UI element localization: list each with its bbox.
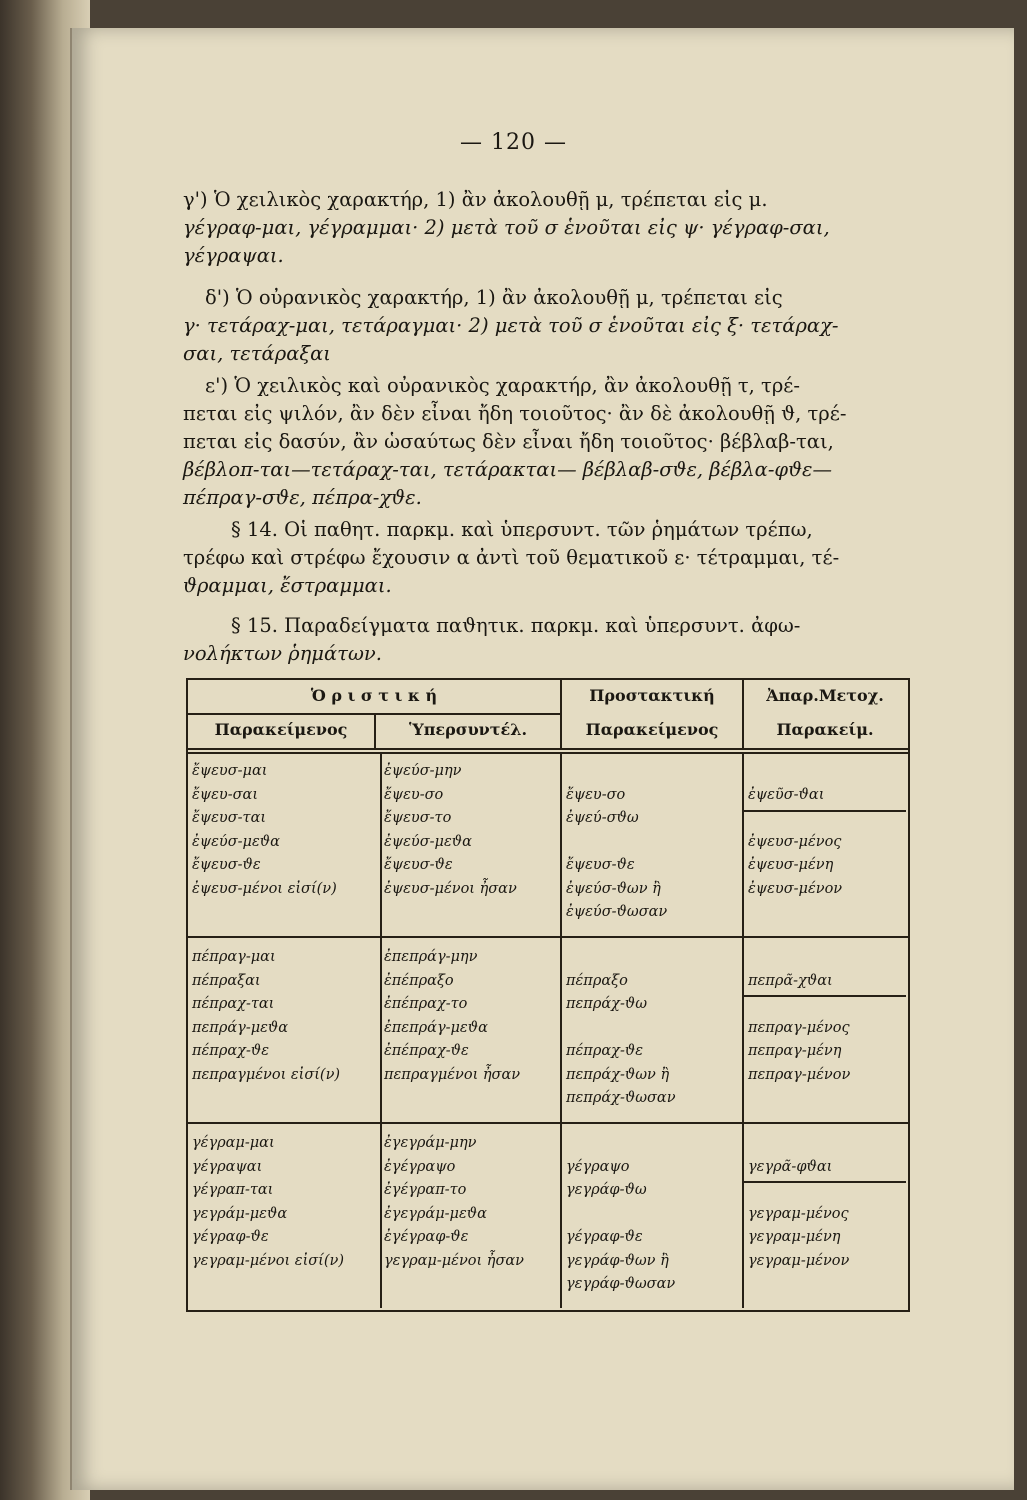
text-line: ϑραμμαι, ἔστραμμαι. xyxy=(183,574,392,597)
table-cell: ἔψευσ-το xyxy=(384,810,452,826)
table-cell: ἐψευσ-μένον xyxy=(748,880,843,897)
group-3-prostaktiki xyxy=(566,1132,675,1297)
text-line: § 15. Παραδείγματα παϑητικ. παρκμ. καὶ ὑπερσυντ. ἀφω- xyxy=(231,614,801,637)
table-cell: πεπραγ-μένος xyxy=(748,1019,850,1036)
text-line: βέβλοπ-ται—τετάραχ-ται, τετάρακται— βέβλαβ-σϑε, βέβλα-φϑε— xyxy=(183,458,832,481)
section-14 xyxy=(183,516,903,600)
text-line: γ') Ὁ χειλικὸς χαρακτήρ, 1) ἂν ἀκολουθῇ μ, τρέπεται εἰς μ. xyxy=(183,188,768,211)
table-cell xyxy=(748,993,850,1017)
table-cell: ἐψεῦσ-ϑαι xyxy=(748,786,825,803)
table-cell: πεπράχ-ϑω xyxy=(566,996,648,1012)
group-3-apar-metoch xyxy=(748,1132,849,1273)
text-line: πέπραγ-σϑε, πέπρα-χϑε. xyxy=(183,486,422,509)
header-col-divider xyxy=(742,680,744,748)
table-cell: ἐγέγραφ-ϑε xyxy=(384,1229,469,1245)
table-cell: πεπρᾶ-χϑαι xyxy=(748,972,833,989)
table-cell: ἐγεγράμ-μεϑα xyxy=(384,1205,487,1222)
table-cell: ἐπέπραχ-ϑε xyxy=(384,1043,469,1059)
table-cell: πεπραγ-μένη xyxy=(748,1043,842,1059)
group-3-hypersyntelikos xyxy=(384,1132,524,1273)
table-cell: ἐψεύ-σϑω xyxy=(566,810,639,826)
table-cell: γεγραμ-μένοι ἦσαν xyxy=(384,1252,524,1269)
table-cell: γεγραμ-μένος xyxy=(748,1205,849,1222)
table-cell: ἐψευσ-μένη xyxy=(748,857,834,873)
table-cell: πέπραχ-ϑε xyxy=(566,1043,643,1059)
table-cell: ἐγεγράμ-μην xyxy=(384,1135,477,1151)
table-cell xyxy=(748,807,842,831)
column-divider xyxy=(380,754,382,1308)
text-line: νολήκτων ῥημάτων. xyxy=(183,642,382,665)
paradigm-table xyxy=(186,678,910,1312)
text-line: σαι, τετάραξαι xyxy=(183,342,331,365)
table-cell: ἐπέπραξο xyxy=(384,972,454,989)
paragraph-delta xyxy=(183,284,903,368)
header-oristiki: Ὁ ρ ι σ τ ι κ ή xyxy=(310,686,438,705)
table-cell: ἐπεπράγ-μεϑα xyxy=(384,1019,488,1036)
table-cell: ἔψευσ-ται xyxy=(192,810,267,826)
text-line: § 14. Οἱ παθητ. παρκμ. καὶ ὑπερσυντ. τῶν ῥημάτων τρέπω, xyxy=(231,518,813,541)
group-2-apar-metoch xyxy=(748,946,850,1087)
header-hypersyntelikos: Ὑπερσυντέλ. xyxy=(408,720,528,739)
table-cell: ἐψευσ-μένοι ἦσαν xyxy=(384,880,517,897)
text-line: δ') Ὁ οὐρανικὸς χαρακτήρ, 1) ἂν ἀκολουθῇ μ, τρέπεται εἰς xyxy=(205,286,783,309)
text-line: γέγραψαι. xyxy=(183,244,284,267)
table-cell: πέπραχ-ϑε xyxy=(192,1043,269,1059)
table-cell: ἐψεύσ-μεϑα xyxy=(192,833,280,850)
text-line: γέγραφ-μαι, γέγραμμαι· 2) μετὰ τοῦ σ ἑνοῦται εἰς ψ· γέγραφ-σαι, xyxy=(183,216,830,239)
table-cell xyxy=(566,831,667,855)
header-bottom-rule xyxy=(188,752,908,754)
table-cell xyxy=(748,946,850,970)
table-cell: γέγραπ-ται xyxy=(192,1182,274,1198)
table-cell: πέπραξο xyxy=(566,972,628,989)
table-cell: γεγρᾶ-φϑαι xyxy=(748,1158,833,1175)
text-line: πεται εἰς ψιλόν, ἂν δὲν εἶναι ἤδη τοιοῦτος· ἂν δὲ ἀκολουθῇ ϑ, τρέ- xyxy=(183,402,847,425)
table-cell xyxy=(566,946,676,970)
text-line: ε') Ὁ χειλικὸς καὶ οὐρανικὸς χαρακτήρ, ἂν ἀκολουθῇ τ, τρέ- xyxy=(205,374,800,397)
table-cell: γέγραφ-ϑε xyxy=(566,1229,643,1245)
text-line: γ· τετάραχ-μαι, τετάραγμαι· 2) μετὰ τοῦ σ ἑνοῦται εἰς ξ· τετάραχ- xyxy=(183,314,839,337)
header-col-divider xyxy=(560,680,562,748)
table-cell: πεπράγ-μεϑα xyxy=(192,1019,289,1036)
table-cell: γεγράφ-ϑωσαν xyxy=(566,1276,676,1292)
table-cell: ἐψευσ-μένοι εἰσί(ν) xyxy=(192,880,337,897)
table-cell: ἔψευ-σο xyxy=(384,786,444,803)
header-parakeimenos: Παρακείμενος xyxy=(214,720,348,739)
group-3-parakeimenos xyxy=(192,1132,344,1273)
table-cell: ἐγέγραπ-το xyxy=(384,1182,467,1198)
group-1-hypersyntelikos xyxy=(384,760,517,901)
group-2-parakeimenos xyxy=(192,946,340,1087)
text-line: πεται εἰς δασύν, ἂν ὡσαύτως δὲν εἶναι ἤδη τοιοῦτος· βέβλαβ-ται, xyxy=(183,430,834,453)
table-cell: ἐψευσ-μένος xyxy=(748,833,842,850)
table-cell xyxy=(748,1132,849,1156)
table-cell: ἐπέπραχ-το xyxy=(384,996,468,1012)
table-cell: γέγραψο xyxy=(566,1158,630,1175)
table-cell: πεπραγ-μένον xyxy=(748,1066,851,1083)
table-cell: γέγραψαι xyxy=(192,1158,263,1175)
group-2-hypersyntelikos xyxy=(384,946,520,1087)
table-cell: ἐπεπράγ-μην xyxy=(384,949,478,965)
table-cell: γέγραμ-μαι xyxy=(192,1135,275,1151)
table-cell: πεπράχ-ϑωσαν xyxy=(566,1090,676,1106)
group-1-parakeimenos xyxy=(192,760,337,901)
table-cell: γεγραμ-μένοι εἰσί(ν) xyxy=(192,1252,344,1269)
table-cell: ἐψεύσ-μεϑα xyxy=(384,833,472,850)
table-cell: πέπραχ-ται xyxy=(192,996,275,1012)
group-1-apar-metoch xyxy=(748,760,842,901)
table-cell xyxy=(748,1179,849,1203)
table-cell xyxy=(566,760,667,784)
table-cell xyxy=(566,1132,675,1156)
table-cell: πεπραγμένοι ἦσαν xyxy=(384,1066,521,1083)
table-cell: ἐγέγραψο xyxy=(384,1158,456,1175)
table-cell: ἐψεύσ-ϑωσαν xyxy=(566,904,668,920)
header-prostaktiki-sub: Παρακείμενος xyxy=(585,720,719,739)
column-divider xyxy=(742,754,744,1308)
table-cell: γεγραμ-μένη xyxy=(748,1229,841,1245)
table-cell: ἐψεύσ-ϑων ἢ xyxy=(566,880,661,897)
table-cell: γεγράμ-μεϑα xyxy=(192,1205,288,1222)
table-cell: ἔψευσ-ϑε xyxy=(192,857,261,873)
table-cell: ἔψευσ-ϑε xyxy=(384,857,453,873)
group-divider xyxy=(188,936,908,938)
table-cell: ἔψευσ-μαι xyxy=(192,763,268,779)
group-divider xyxy=(188,1122,908,1124)
table-cell: πεπράχ-ϑων ἢ xyxy=(566,1066,670,1083)
table-cell: ἔψευ-σαι xyxy=(192,786,259,803)
table-cell: πεπραγμένοι εἰσί(ν) xyxy=(192,1066,341,1083)
paragraph-epsilon xyxy=(183,372,903,512)
header-apar-metoch: Ἀπαρ.Μετοχ. xyxy=(766,686,884,705)
section-15 xyxy=(183,612,903,668)
header-prostaktiki: Προστακτική xyxy=(589,686,715,705)
page-number: — 120 — xyxy=(460,130,567,155)
table-cell: πέπραγ-μαι xyxy=(192,949,276,965)
header-col-divider xyxy=(374,713,376,748)
group-1-prostaktiki xyxy=(566,760,667,925)
table-cell: ἐψεύσ-μην xyxy=(384,763,462,779)
table-cell: πέπραξαι xyxy=(192,972,261,989)
table-cell: γέγραφ-ϑε xyxy=(192,1229,269,1245)
table-cell xyxy=(748,760,842,784)
group-2-prostaktiki xyxy=(566,946,676,1111)
table-cell: γεγράφ-ϑων ἢ xyxy=(566,1252,669,1269)
table-cell: γεγραμ-μένον xyxy=(748,1252,850,1269)
table-cell: ἔψευ-σο xyxy=(566,786,626,803)
header-apar-sub: Παρακείμ. xyxy=(776,720,874,739)
text-line: τρέφω καὶ στρέφω ἔχουσιν α ἀντὶ τοῦ θεματικοῦ ε· τέτραμμαι, τέ- xyxy=(183,546,840,569)
table-cell xyxy=(566,1203,675,1227)
column-divider xyxy=(560,754,562,1308)
table-cell xyxy=(566,1017,676,1041)
header-bottom-rule xyxy=(188,748,908,750)
table-cell: ἔψευσ-ϑε xyxy=(566,857,635,873)
paragraph-gamma xyxy=(183,186,903,270)
table-cell: γεγράφ-ϑω xyxy=(566,1182,647,1198)
